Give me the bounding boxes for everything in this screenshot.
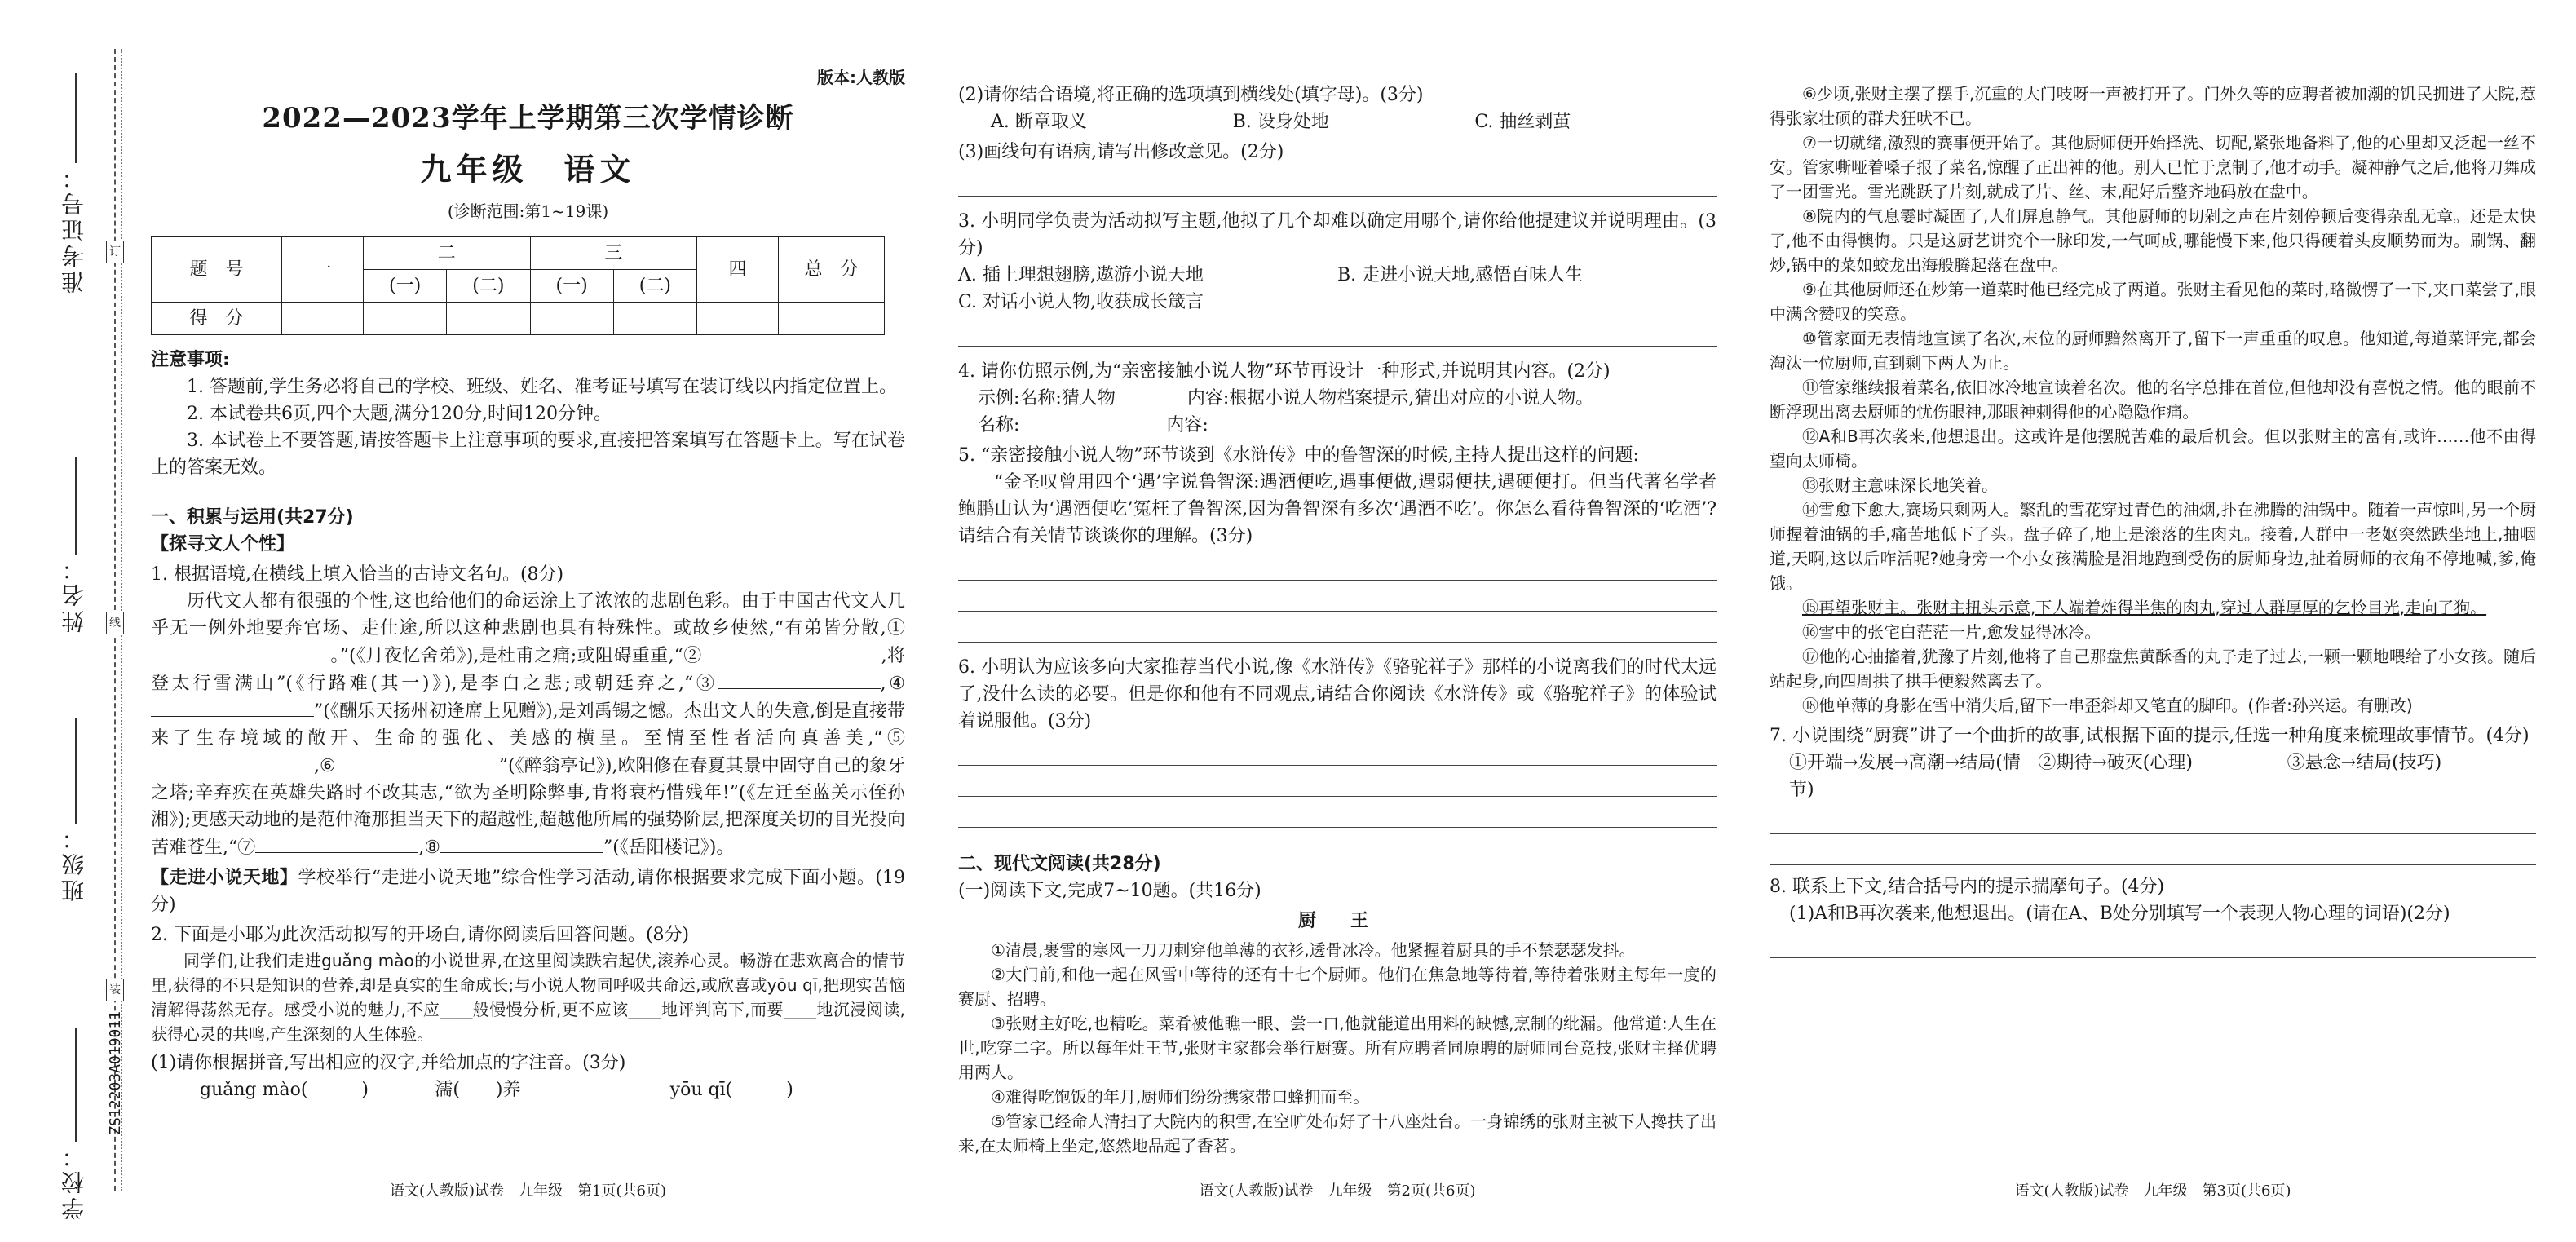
answer-blank-content[interactable] (1208, 412, 1600, 431)
option-b[interactable]: B. 走进小说天地,感悟百味人生 (1337, 265, 1584, 285)
question-2-sub2: (2)请你结合语境,将正确的选项填到横线处(填字母)。(3分) (958, 85, 1424, 105)
score-cell[interactable] (447, 303, 530, 335)
question-2-passage: 同学们,让我们走进guǎng mào的小说世界,在这里阅读跌宕起伏,滚养心灵。畅游在悲欢离合的情节里,获得的不只是知识的营养,却是真实的生命成长;与小说人物同呼吸共命运,或欣喜或yōu qī,把现实苦恼清解得荡然无存。感受小说的魅力,不应____般慢慢分析,更不应该____地评判高下,而要____地沉浸阅读,获得心灵的共鸣,产生深刻的人生体验。 (151, 951, 905, 1044)
score-sub-3-1: (一) (530, 270, 613, 303)
seal-mark-mid: 线 (106, 612, 124, 634)
note-item: 3. 本试卷上不要答题,请按答题卡上注意事项的要求,直接把答案填写在答题卡上。写在试卷上的答案无效。 (151, 431, 905, 478)
answer-blank-7[interactable] (255, 833, 418, 853)
paper-code: ZS12203A019011 (107, 1011, 124, 1135)
exam-id-blank[interactable] (75, 73, 77, 163)
question-4-example: 示例:名称:猜人物 内容:根据小说人物档案提示,猜出对应的小说人物。 (978, 388, 1594, 409)
option-c[interactable]: C. 对话小说人物,收获成长箴言 (958, 292, 1204, 312)
name-label: 姓名： (60, 555, 87, 633)
answer-line[interactable] (1770, 803, 2536, 834)
question-3-stem: 3. 小明同学负责为活动拟写主题,他拟了几个却难以确定用哪个,请你给他提建议并说明理由。(3分) (958, 211, 1717, 259)
story-paragraph: ⑰他的心抽搐着,犹豫了片刻,他将了自己那盘焦黄酥香的丸子走了过去,一颗一颗地喂给了小女孩。随后站起身,向四周拱了拱手便毅然离去了。 (1770, 647, 2536, 691)
story-paragraph: ①清晨,裹雪的寒风一刀刀刺穿他单薄的衣衫,透骨冰冷。他紧握着厨具的手不禁瑟瑟发抖。 (991, 940, 1636, 960)
question-5-quote: “金圣叹曾用四个‘遇’字说鲁智深:遇酒便吃,遇事便做,遇弱便扶,遇硬便打。但当代著名学者鲍鹏山认为‘遇酒便吃’冤枉了鲁智深,因为鲁智深有多次‘遇酒不吃’。你怎么看待鲁智深的‘吃酒’?请结合有关情节谈谈你的理解。(3分) (958, 472, 1717, 546)
page-3 (1770, 33, 2536, 1207)
exam-id-label: 准考证号： (60, 163, 87, 294)
class-blank[interactable] (75, 718, 77, 824)
answer-line[interactable] (1770, 927, 2536, 958)
answer-line[interactable] (958, 612, 1717, 643)
answer-line[interactable] (1770, 834, 2536, 865)
story-paragraph: ③张财主好吃,也精吃。菜肴被他瞧一眼、尝一口,他就能道出用料的缺憾,烹制的纰漏。他常道:人生在世,吃穿二字。所以每年灶王节,张财主家都会举行厨赛。所有应聘者同原聘的厨师同台竞技,张财主择优聘用两人。 (958, 1014, 1717, 1082)
option-a[interactable]: A. 断章取义 (991, 112, 1087, 132)
grade-subject: 九年级 语文 (420, 151, 636, 188)
answer-blank-8[interactable] (440, 833, 603, 853)
score-header-total: 总 分 (779, 237, 885, 303)
score-cell[interactable] (530, 303, 613, 335)
answer-blank-3[interactable] (718, 670, 881, 689)
note-item: 2. 本试卷共6页,四个大题,满分120分,时间120分钟。 (187, 404, 612, 424)
section-2-title: 二、现代文阅读(共28分) (958, 854, 1161, 874)
score-cell[interactable] (779, 303, 885, 335)
answer-line[interactable] (958, 581, 1717, 612)
page-footer: 语文(人教版)试卷 九年级 第1页(共6页) (390, 1182, 666, 1200)
answer-blank-name[interactable] (1019, 412, 1142, 431)
page-footer: 语文(人教版)试卷 九年级 第3页(共6页) (2014, 1182, 2291, 1200)
story-paragraph: ④难得吃饱饭的年月,厨师们纷纷携家带口蜂拥而至。 (991, 1087, 1370, 1107)
seal-mark-bottom: 装 (106, 979, 124, 1001)
answer-line[interactable] (958, 766, 1717, 797)
question-2-sub1: (1)请你根据拼音,写出相应的汉字,并给加点的字注音。(3分) (151, 1053, 626, 1073)
question-6-stem: 6. 小明认为应该多向大家推荐当代小说,像《水浒传》《骆驼祥子》那样的小说离我们的时代太远了,没什么读的必要。但是你和他有不同观点,请结合你阅读《水浒传》或《骆驼祥子》的体验试着说服他。(3分) (958, 657, 1717, 731)
question-2-sub2-options (958, 108, 1717, 135)
question-4-stem: 4. 请你仿照示例,为“亲密接触小说人物”环节再设计一种形式,并说明其内容。(2分) (958, 361, 1611, 382)
score-sub-2-1: (一) (364, 270, 447, 303)
score-header-3: 三 (530, 237, 697, 270)
score-row-label: 得 分 (152, 303, 282, 335)
answer-line[interactable] (958, 797, 1717, 828)
question-2-sub1-items (151, 1076, 905, 1103)
answer-line[interactable] (958, 316, 1717, 347)
answer-line[interactable] (958, 550, 1717, 581)
question-2-sub3: (3)画线句有语病,请写出修改意见。(2分) (958, 142, 1284, 162)
score-cell[interactable] (613, 303, 696, 335)
option-2[interactable]: ②期待→破灭(心理) (2038, 753, 2193, 773)
answer-blank-6[interactable] (336, 752, 499, 771)
answer-blank-1[interactable] (151, 642, 330, 661)
class-label: 班级： (60, 824, 87, 902)
story-paragraph: ⑥少顷,张财主摆了摆手,沉重的大门吱呀一声被打开了。门外久等的应聘者被加潮的饥民拥进了大院,惹得张家壮硕的群犬狂吠不已。 (1770, 84, 2536, 128)
seal-mark-top: 订 (106, 241, 124, 263)
school-label: 学校： (60, 1142, 87, 1220)
page-2 (958, 33, 1717, 1207)
answer-blank-4[interactable] (151, 697, 314, 717)
story-paragraph: ⑪管家继续报着菜名,依旧冰冷地宣读着名次。他的名字总排在首位,但他却没有喜悦之情。他的眼前不断浮现出离去厨师的忧伤眼神,那眼神刺得他的心隐隐作痛。 (1770, 378, 2536, 422)
score-table (151, 236, 885, 335)
option-a[interactable]: A. 插上理想翅膀,遨游小说天地 (958, 265, 1204, 285)
exam-title: 2022—2023学年上学期第三次学情诊断 (262, 102, 794, 135)
question-1-stem: 1. 根据语境,在横线上填入恰当的古诗文名句。(8分) (151, 564, 564, 585)
name-blank[interactable] (75, 457, 77, 555)
pinyin-item[interactable]: guǎng mào( ) (200, 1080, 369, 1100)
question-8-sub1: (1)A和B再次袭来,他想退出。(请在A、B处分别填写一个表现人物心理的词语)(2分) (1789, 904, 2450, 924)
section-1-title: 一、积累与运用(共27分) (151, 507, 354, 528)
story-paragraph: ⑫A和B再次袭来,他想退出。这或许是他摆脱苦难的最后机会。但以张财主的富有,或许……他不由得望向太师椅。 (1770, 427, 2536, 471)
score-sub-3-2: (二) (613, 270, 696, 303)
edition-label: 版本:人教版 (817, 68, 905, 87)
story-paragraph: ②大门前,和他一起在风雪中等待的还有十七个厨师。他们在焦急地等待着,等待着张财主每年一度的赛厨、招聘。 (958, 965, 1717, 1009)
answer-line[interactable] (958, 735, 1717, 766)
question-7-options (1770, 749, 2536, 803)
answer-blank-5[interactable] (151, 752, 314, 771)
option-3[interactable]: ③悬念→结局(技巧) (2287, 753, 2442, 773)
question-1-passage: 历代文人都有很强的个性,这也给他们的命运涂上了浓浓的悲剧色彩。由于中国古代文人几乎无一例外地要奔官场、走仕途,所以这种悲剧也具有特殊性。或故乡使然,“有弟皆分散,①。”(《月夜忆舍弟》),是杜甫之痛;或阻碍重重,“② ,将登太行雪满山”(《行路难(其一)》),是李白之悲;或朝廷弃之,“③ ,④”(《酬乐天扬州初逢席上见赠》),是刘禹锡之憾。杰出文人的失意,倒是直接带来了生存境域的敞开、生命的强化、美感的横呈。至情至性者活向真善美,“⑤,⑥ ”(《醉翁亭记》),欧阳修在春夏其景中固守自己的象牙之塔;辛弃疾在英雄失路时不改其志,“欲为圣明除弊事,肯将衰朽惜残年!”(《左迁至蓝关示侄孙湘》);更感天动地的是范仲淹那担当天下的超越性,超越他所属的强势阶层,把深度关切的目光投向苦难苍生,“⑦ ,⑧ ”(《岳阳楼记》)。 (151, 591, 906, 858)
option-c[interactable]: C. 抽丝剥茧 (1474, 112, 1571, 132)
answer-blank-2[interactable] (702, 642, 881, 661)
story-paragraph: ⑤管家已经命人清扫了大院内的积雪,在空旷处布好了十八座灶台。一身锦绣的张财主被下人搀扶了出来,在太师椅上坐定,悠然地品起了香茗。 (958, 1112, 1717, 1156)
score-header-2: 二 (364, 237, 531, 270)
question-5-stem: 5. “亲密接触小说人物”环节谈到《水浒传》中的鲁智深的时候,主持人提出这样的问题: (958, 445, 1639, 466)
question-8-stem: 8. 联系上下文,结合括号内的提示揣摩句子。(4分) (1770, 877, 2165, 897)
reading-intro: (一)阅读下文,完成7~10题。(共16分) (958, 881, 1261, 901)
story-paragraph-underlined: ⑮再望张财主。张财主扭头示意,下人端着炸得半焦的肉丸,穿过人群厚厚的乞怜目光,走向了狗。 (1802, 598, 2487, 617)
answer-line[interactable] (958, 166, 1717, 197)
page-1 (151, 33, 905, 1207)
score-header-1: 一 (282, 237, 364, 303)
story-title: 厨 王 (1297, 911, 1376, 931)
page-footer: 语文(人教版)试卷 九年级 第2页(共6页) (1199, 1182, 1476, 1200)
story-paragraph: ⑯雪中的张宅白茫茫一片,愈发显得冰冷。 (1802, 622, 2101, 642)
score-header-label: 题 号 (152, 237, 282, 303)
option-b[interactable]: B. 设身处地 (1232, 112, 1329, 132)
score-sub-2-2: (二) (447, 270, 530, 303)
pinyin-item[interactable]: yōu qī( ) (669, 1080, 793, 1100)
score-cell[interactable] (697, 303, 779, 335)
part-2-intro: 【走进小说天地】学校举行“走进小说天地”综合性学习活动,请你根据要求完成下面小题。(19分) (151, 868, 905, 915)
story-paragraph: ⑱他单薄的身影在雪中消失后,留下一串歪斜却又笔直的脚印。(作者:孙兴运。有删改) (1802, 696, 2413, 715)
story-paragraph: ⑬张财主意味深长地笑着。 (1802, 475, 1998, 495)
question-3-options (958, 262, 1717, 289)
story-paragraph: ⑦一切就绪,激烈的赛事便开始了。其他厨师便开始择洗、切配,紧张地备料了,他的心里却又泛起一丝不安。管家嘶哑着嗓子报了菜名,惊醒了正出神的他。别人已忙于烹制了,他才动手。凝神静气之后,他将刀舞成了一团雪光。雪光跳跃了片刻,就成了片、丝、末,配好后整齐地码放在盘中。 (1770, 133, 2536, 201)
exam-scope: (诊断范围:第1~19课) (447, 201, 609, 221)
notes-title: 注意事项: (151, 350, 230, 370)
pinyin-item[interactable]: 濡( )养 (435, 1080, 521, 1100)
option-1[interactable]: ①开端→发展→高潮→结局(情节) (1789, 753, 2021, 800)
score-header-4: 四 (697, 237, 779, 303)
question-4-answer: 名称: 内容: (958, 412, 1717, 439)
story-paragraph: ⑨在其他厨师还在炒第一道菜时他已经完成了两道。张财主看见他的菜时,略微愣了一下,夹口菜尝了,眼中满含赞叹的笑意。 (1770, 280, 2536, 324)
score-cell[interactable] (282, 303, 364, 335)
school-blank[interactable] (75, 1028, 77, 1142)
story-paragraph: ⑭雪愈下愈大,赛场只剩两人。繁乱的雪花穿过青色的油烟,扑在沸腾的油锅中。随着一声惊叫,另一个厨师握着油锅的手,痛苦地低下了头。盘子碎了,地上是滚落的生肉丸。接着,人群中一老妪突然跌坐地上,抽咽道,天啊,这以后咋活呢?她身旁一个小女孩满脸是泪地跑到受伤的厨师身边,扯着厨师的衣角不停地喊,爹,俺饿。 (1770, 500, 2536, 593)
part-tag: 【探寻文人个性】 (151, 534, 295, 555)
story-paragraph: ⑩管家面无表情地宣读了名次,末位的厨师黯然离开了,留下一声重重的叹息。他知道,每道菜评完,都会淘汰一位厨师,直到剩下两人为止。 (1770, 329, 2536, 373)
story-paragraph: ⑧院内的气息霎时凝固了,人们屏息静气。其他厨师的切剁之声在片刻停顿后变得杂乱无章。还是太快了,他不由得懊悔。只是这厨艺讲究个一脉印发,一气呵成,哪能慢下来,他只得硬着头皮顺势而为。刷锅、翻炒,锅中的菜如蛟龙出海般腾起落在盘中。 (1770, 206, 2536, 275)
score-cell[interactable] (364, 303, 447, 335)
note-item: 1. 答题前,学生务必将自己的学校、班级、姓名、准考证号填写在装订线以内指定位置上。 (187, 377, 897, 397)
question-7-stem: 7. 小说围绕“厨赛”讲了一个曲折的故事,试根据下面的提示,任选一种角度来梳理故事情节。(4分) (1770, 726, 2530, 746)
binding-margin (0, 0, 130, 1242)
question-2-stem: 2. 下面是小耶为此次活动拟写的开场白,请你阅读后回答问题。(8分) (151, 925, 690, 945)
